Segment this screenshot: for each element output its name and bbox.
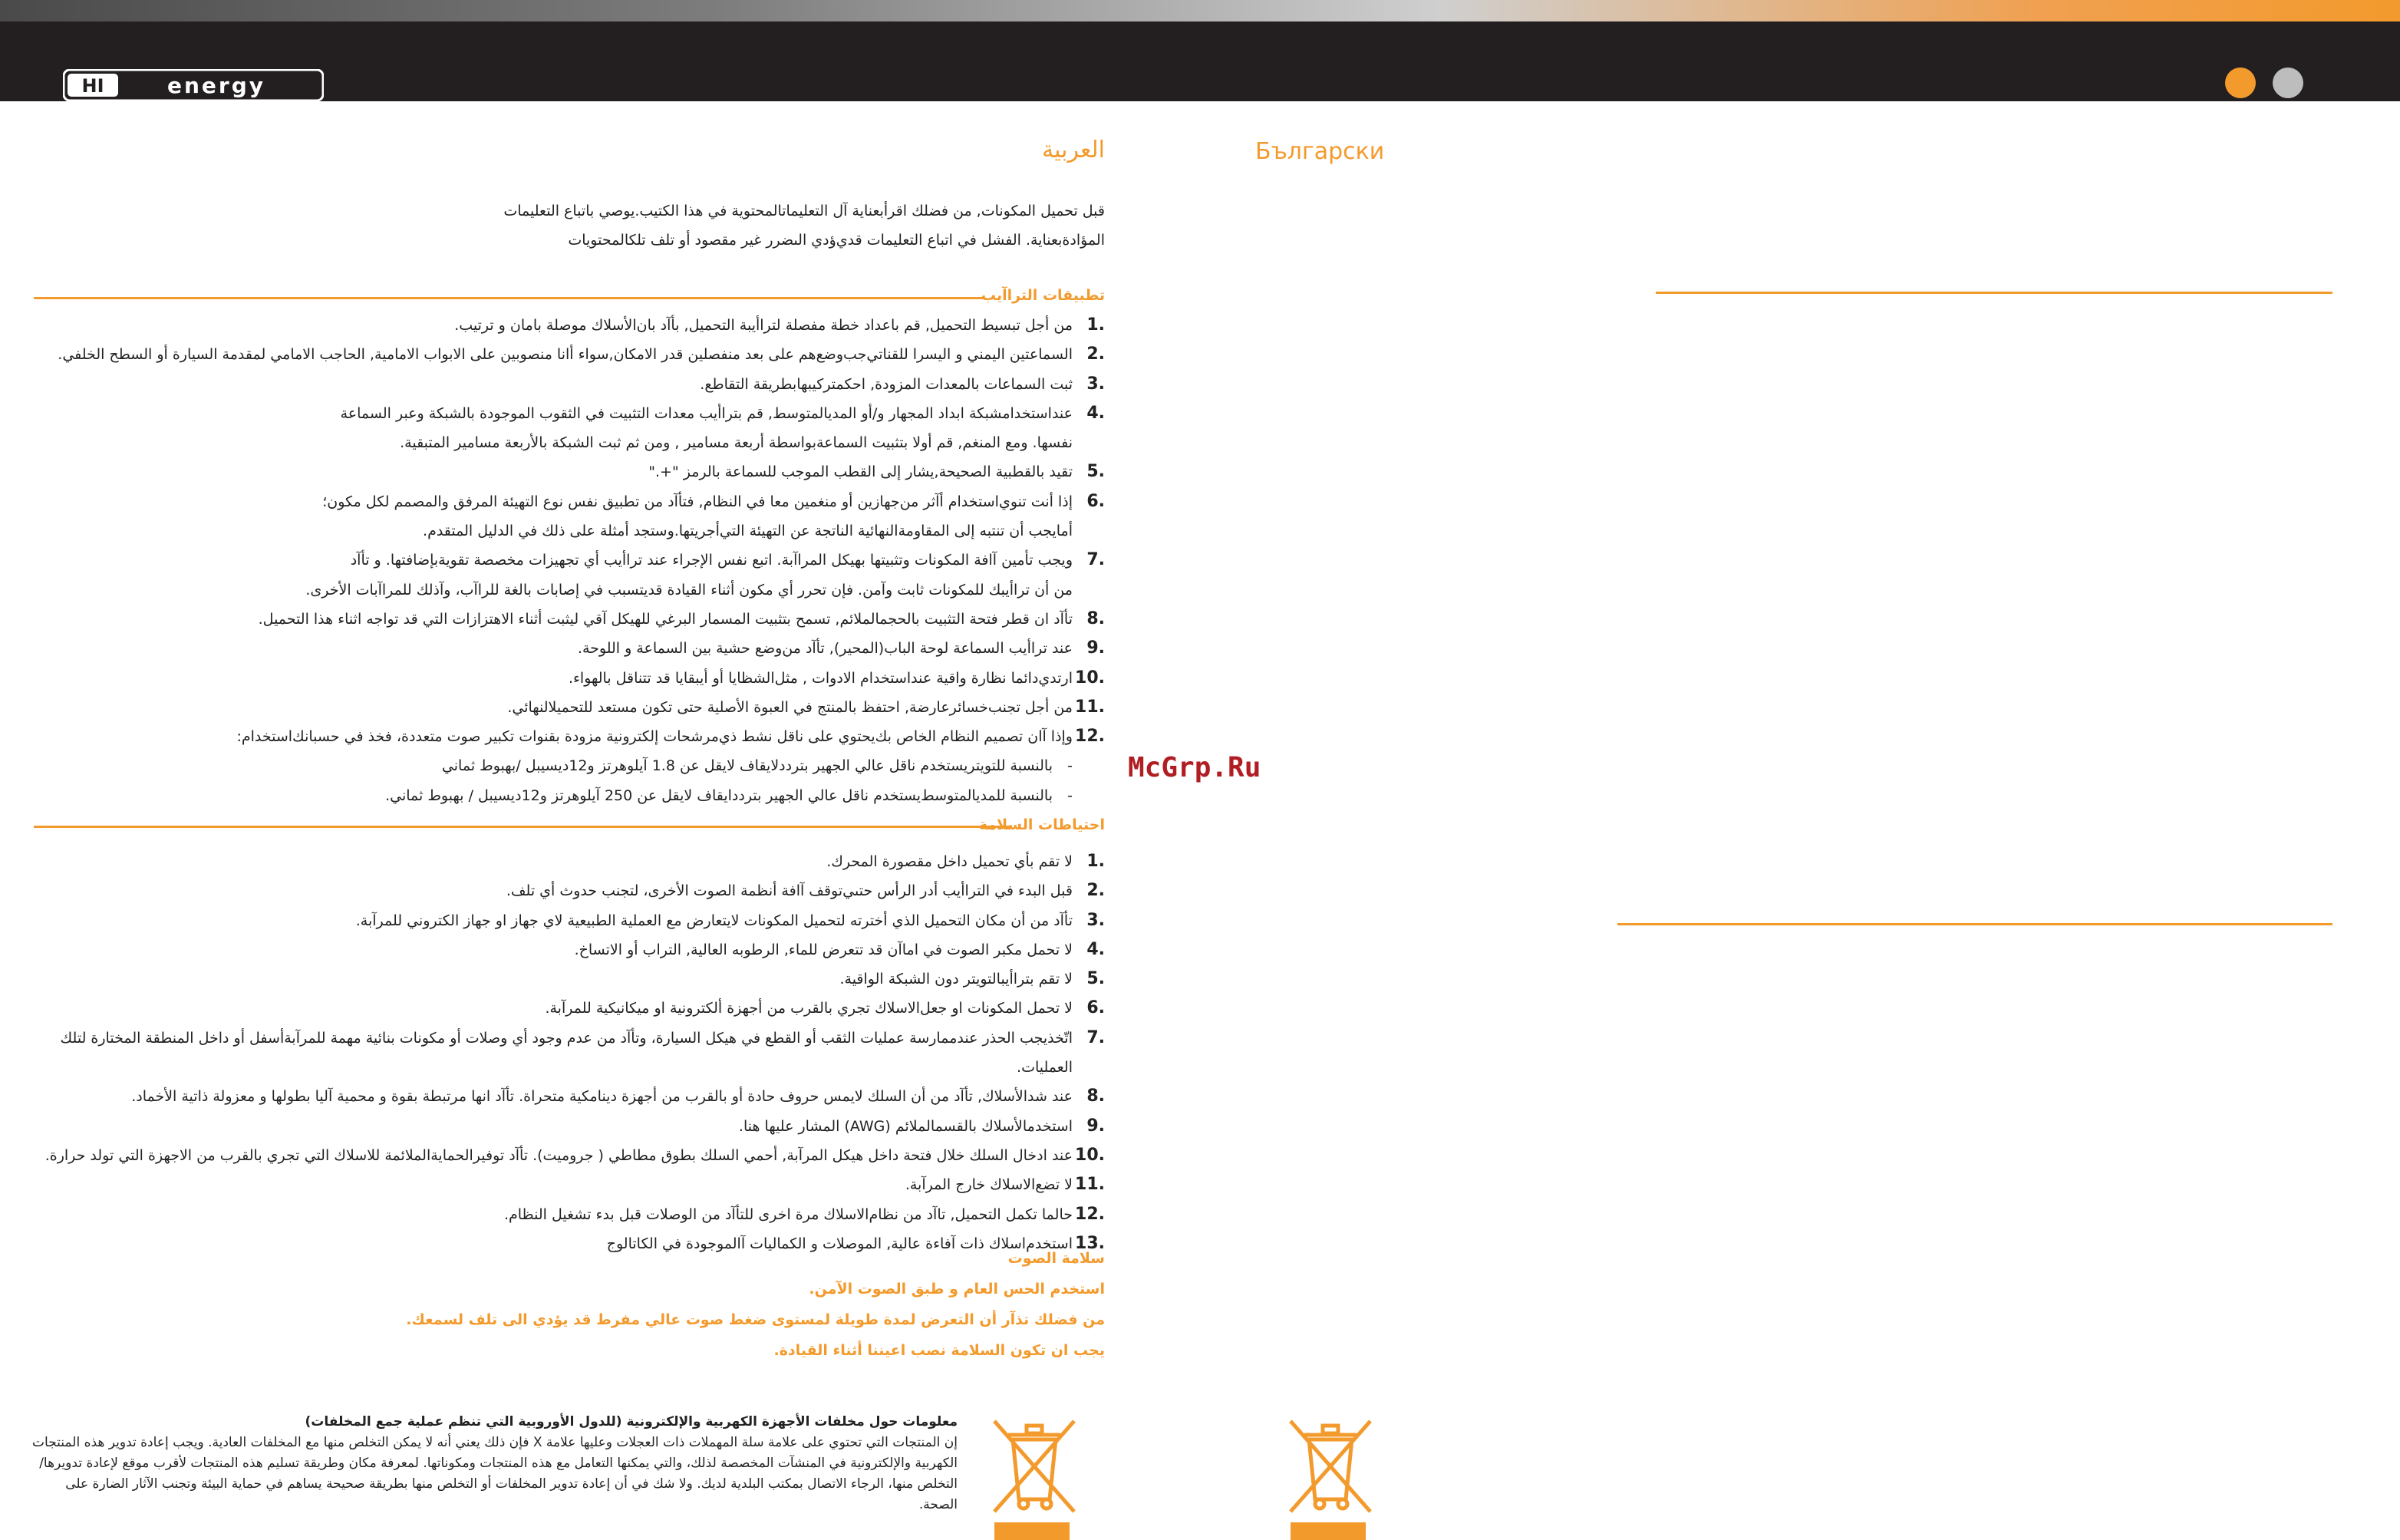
list-item xyxy=(15,994,1105,1023)
section-rule-right xyxy=(1617,923,2332,925)
sound-safety-block xyxy=(406,1243,1105,1366)
weee-line: إن المنتجات التي تحتوي على علامة سلة المهملات ذات العجلات وعليها علامة X فإن ذلك يعني أنه لا يمكن التخلص منها مع المخلفات العادية. ويجب إعادة تدوير هذه المنتجات xyxy=(32,1435,958,1450)
item-number: .3 xyxy=(1086,374,1105,394)
safety-list xyxy=(15,847,1105,1258)
item-text: ثبت السماعات بالمعدات المزودة, احكمتركيبهابطريقة التقاطع. xyxy=(700,375,1073,393)
item-text: من أجل تجنب‌خسائر‌عارضة, احتفظ بالمنتج في العبوة الأصلية حتى تكون مستعد للتحميلالنهائي. xyxy=(507,698,1073,716)
item-number: .12 xyxy=(1075,727,1105,747)
item-text: لا تضع‌الاسلاك خارج المرآبة. xyxy=(905,1176,1073,1194)
item-number: .11 xyxy=(1075,1175,1105,1195)
item-number: .8 xyxy=(1086,608,1105,628)
list-item xyxy=(15,1170,1105,1199)
item-text: وإذا آان تصميم النظام الخاص بك‌يحتوي على ناقل نشط ذي‌مرشحات إلكترونية مزودة بقنوات تكبير صوت متعددة، فخذ في حسبانك‌استخدام: xyxy=(236,728,1073,746)
installation-list xyxy=(15,311,1105,810)
item-number: .3 xyxy=(1086,910,1105,930)
item-text: تقيد بالقطبية الصحيحة,يشار إلى القطب الموجب للسماعة بالرمز "+." xyxy=(648,463,1073,481)
list-item xyxy=(15,399,1105,458)
sound-safety-line: من فضلك تذآر أن التعرض لمدة طويلة لمستوى ضغط صوت عالي مفرط قد يؤدي الى تلف لسمعك. xyxy=(406,1311,1105,1328)
list-item xyxy=(15,1200,1105,1229)
item-number: .7 xyxy=(1086,1027,1105,1047)
item-number: .2 xyxy=(1086,881,1105,901)
item-number: .5 xyxy=(1086,462,1105,482)
intro-line: المؤادةبعناية. الفشل في اتباع التعليمات قدي‌ؤدي الىضرر غير مقصود أو تلف تلكالمحتويات xyxy=(568,232,1105,249)
item-text: قبل البدء في التراأيب أدر الرأس حتىي‌توقف آافة أنظمة الصوت الأخرى، لتجنب حدوث أي تلف. xyxy=(506,882,1073,900)
item-number: .9 xyxy=(1086,638,1105,658)
sound-safety-line: استخدم الحس العام و طبق الصوت الآمن. xyxy=(809,1281,1105,1298)
section-rule-left xyxy=(34,826,1010,828)
svg-text:HI: HI xyxy=(81,75,104,97)
list-item xyxy=(15,1141,1105,1170)
item-text: استخدمالأسلاك بالقسمالملائم (AWG) المشار عليها هنا. xyxy=(738,1117,1073,1135)
item-text: السماعتين اليمني و اليسرا للقناتي‌جب‌وضع‌هم على بعد منفصلين قدر الامكان,سواء أانا منصوبين على الابواب الامامية, الحاجب الامامي لمقدمة السيارة أو السطح الخلفي. xyxy=(58,346,1073,364)
sound-safety-line: يجب ان تكون السلامة نصب اعيننا أثناء القيادة. xyxy=(773,1342,1105,1359)
item-text: لا تقم بأي تحميل داخل مقصورة المحرك. xyxy=(826,853,1073,870)
language-title-bulgarian: Български xyxy=(1255,138,1385,165)
sub-item xyxy=(15,751,1105,780)
list-item xyxy=(15,847,1105,876)
item-number: .4 xyxy=(1086,939,1105,959)
item-text: من أن تراأيبك للمكونات ثابت وآمن. فإن تحرر أي مكون أثناء القيادة قديتسبب في إصابات بالغة للراآب، وآذلك للمراآبات الأخرى. xyxy=(305,581,1073,599)
list-item xyxy=(15,935,1105,965)
section-rule-right xyxy=(1656,292,2332,294)
header-bar xyxy=(0,21,2400,101)
orange-footer-block xyxy=(994,1522,1070,1540)
orange-dot xyxy=(2225,68,2256,98)
language-title-arabic: العربية xyxy=(1042,137,1105,163)
section-title-installation: تطبيقات التراآيب xyxy=(981,287,1105,304)
item-number: .6 xyxy=(1086,491,1105,511)
item-number: .12 xyxy=(1075,1204,1105,1224)
item-number: .8 xyxy=(1086,1087,1105,1106)
item-number: .1 xyxy=(1086,852,1105,871)
sub-item-text: بالنسبة للتويتر‌يستخدم ناقل عالي الجهير بترددلايقاف لايقل عن 1.8 آيلوهرتز و12ديسيبل /بهبوط ثماني xyxy=(441,757,1053,775)
item-number: .4 xyxy=(1086,403,1105,423)
dash-bullet: - xyxy=(1067,786,1073,804)
item-text: أما‌يجب أن تنتبه إلى المقاومةالنهائية الناتجة عن التهيئة التي‌أجريتها.وستجد أمثلة على ذلك في الدليل المتقدم. xyxy=(423,523,1073,540)
list-item xyxy=(15,370,1105,399)
list-item xyxy=(15,457,1105,486)
item-number: .6 xyxy=(1086,998,1105,1018)
item-text: من أجل تبسيط التحميل, قم باعداد خطة مفصلة لتراأيبة التحميل, بأآد بان‌الأسلاك موصلة بامان و ترتيب. xyxy=(454,317,1073,334)
list-item xyxy=(15,605,1105,634)
sound-safety-title: سلامة الصوت xyxy=(1007,1250,1105,1267)
svg-text:energy: energy xyxy=(166,73,266,98)
watermark-text: McGrp.Ru xyxy=(1128,752,1261,783)
item-number: .5 xyxy=(1086,969,1105,989)
list-item xyxy=(15,722,1105,751)
item-text: عند شدالأسلاك, تأآد من أن السلك لايمس حروف حادة أو بالقرب من أجهزة دينامكية متحراة. تأآد انها مرتبطة بقوة و محمية آليا بطولها و معزولة ذاتية الأخماد. xyxy=(131,1088,1073,1106)
item-text: تأآد من أن مكان التحميل الذي أخترته لتحميل المكونات لايتعارض مع العملية الطبيعية لاي جهاز او جهاز الكتروني للمرآبة. xyxy=(355,912,1073,929)
orange-footer-block xyxy=(1291,1522,1366,1540)
item-text: عنداستخدامشبكة ابداد المجهار و/أو المديالمتوسط, قم بتراأيب معدات التثبيت في الثقوب الموجودة بالشبكة وعبر السماعة xyxy=(340,404,1073,422)
item-text: ارتدي‌دائما نظارة واقية عنداستخدام الادوات , مثل‌الشظايا أو أيبقايا قد تتناقل بالهواء. xyxy=(568,669,1073,687)
item-text: اتّخذ‌يجب الحذر عندممارسة عمليات الثقب أو القطع في هيكل السيارة، وتأآد من عدم وجود أي وصلات أو مكونات بنائية مهمة للمرآبةأسفل أو داخل المنطقة المختارة لتلك العمليات. xyxy=(60,1029,1073,1077)
item-text: لا تقم بتراأيبالتويتر دون الشبكة الواقية. xyxy=(839,971,1073,988)
item-text: إذا أنت تنوي‌استخدام أآثر من‌جهازين أو منغمين معا في النظام, فتأآد من تطبيق نفس نوع التهيئة المرفق والمصمم لكل مكون؛ xyxy=(322,493,1073,510)
list-item xyxy=(15,906,1105,935)
weee-notice xyxy=(21,1412,958,1515)
item-number: .1 xyxy=(1086,315,1105,335)
brand-logo xyxy=(63,69,324,101)
weee-line: الكهربية والإلكترونية في المنشآت المخصصة لذلك، والتي يمكنها التعامل مع هذه المنتجات ومكوناتها. لمعرفة مكان وطريقة تسليم هذه المنتجات لأقرب موقع لإعادة تدويرها/ xyxy=(39,1456,958,1471)
list-item xyxy=(15,311,1105,340)
item-number: .13 xyxy=(1075,1233,1105,1253)
item-text: حالما تكمل التحميل, تاآد من نظام‌الاسلاك مرة اخرى للتأآد من الوصلات قبل بدء تشغيل النظام. xyxy=(503,1205,1073,1223)
item-text: استخدم‌اسلاك ذات آفاءة عالية, الموصلات و الكماليات آالموجودة في الكاتالوج xyxy=(606,1235,1073,1252)
item-text: لا تحمل مكبر الصوت في اماآن قد تتعرض للماء, الرطوبه العالية, التراب أو الاتساخ. xyxy=(574,941,1073,958)
intro-line: قبل تحميل المكونات, من فضلك اقرأبعناية آل التعليماتالمحتوية في هذا الكتيب.يوصي باتباع التعليمات xyxy=(503,203,1105,219)
section-rule-left xyxy=(34,297,985,299)
weee-line: الصحة. xyxy=(918,1497,958,1512)
top-gradient-strip xyxy=(0,0,2400,21)
item-text: ويجب تأمين آافة المكونات وتثبيتها بهيكل المراآبة. اتبع نفس الإجراء عند تراأيب أي تجهيزات مخصصة تقويةبإضافتها. و تأآد xyxy=(350,552,1073,569)
item-text: تأآد ان قطر فتحة التثبيت بالحجمالملائم, تسمح بتثبيت المسمار البرغي للهيكل آقي ليثبت أثناء الاهتزازات التي قد تواجه اثناء هذا التحميل. xyxy=(258,610,1073,628)
sub-item-text: بالنسبة للمديالمتوسط‌يستخدم ناقل عالي الجهير بترددايقاف لايقل عن 250 آيلوهرتز و12ديسيبل / بهبوط ثماني. xyxy=(385,786,1053,804)
list-item xyxy=(15,664,1105,693)
crossed-bin-icon xyxy=(988,1416,1080,1516)
list-item xyxy=(15,487,1105,546)
list-item xyxy=(15,1024,1105,1083)
list-item xyxy=(15,693,1105,722)
list-item xyxy=(15,634,1105,663)
list-item xyxy=(15,965,1105,994)
item-number: .2 xyxy=(1086,345,1105,364)
weee-title: معلومات حول مخلفات الأجهزة الكهربية والإلكترونية (للدول الأوروبية التي تنظم عملية جمع المخلفات) xyxy=(305,1414,958,1430)
item-text: عند تراأيب السماعة لوحة الباب(المحير), تأآد من‌وضع حشية بين السماعة و اللوحة. xyxy=(577,640,1073,658)
gray-dot xyxy=(2273,68,2303,98)
item-number: .9 xyxy=(1086,1116,1105,1136)
item-number: .10 xyxy=(1075,668,1105,688)
item-number: .11 xyxy=(1075,697,1105,717)
item-text: نفسها. ومع المنغم, قم أولا بتثبيت السماعةبواسطة أربعة مسامير , ومن ثم ثبت الشبكة بالأربعة مسامير المتبقية. xyxy=(400,434,1073,452)
list-item xyxy=(15,340,1105,369)
crossed-bin-icon xyxy=(1284,1416,1376,1516)
intro-paragraph xyxy=(338,196,1105,255)
dash-bullet: - xyxy=(1067,757,1073,775)
item-number: .10 xyxy=(1075,1145,1105,1165)
list-item xyxy=(15,1082,1105,1111)
item-text: عند ادخال السلك خلال فتحة داخل هيكل المرآبة, أحمي السلك بطوق مطاطي ( جروميت). تأآد توفيرالحمايةالملائمة للاسلاك التي تجري بالقرب من الاجهزة التي تولد حرارة. xyxy=(45,1146,1073,1164)
sub-item xyxy=(15,781,1105,810)
list-item xyxy=(15,1112,1105,1141)
item-number: .7 xyxy=(1086,550,1105,570)
list-item xyxy=(15,876,1105,905)
section-title-safety: احتياطات السلامة xyxy=(978,816,1105,833)
item-text: لا تحمل المكونات او جعل‌الاسلاك تجري بالقرب من أجهزة ألكترونية او ميكانيكية للمرآبة. xyxy=(545,1000,1073,1017)
list-item xyxy=(15,546,1105,605)
weee-line: التخلص منها، الرجاء الاتصال بمكتب البلدية لديك. ولا شك في أن إعادة تدوير المخلفات أو التخلص منها بطريقة صحيحة يساهم في حماية البيئة وتجنب الآثار الضارة على xyxy=(65,1476,958,1492)
